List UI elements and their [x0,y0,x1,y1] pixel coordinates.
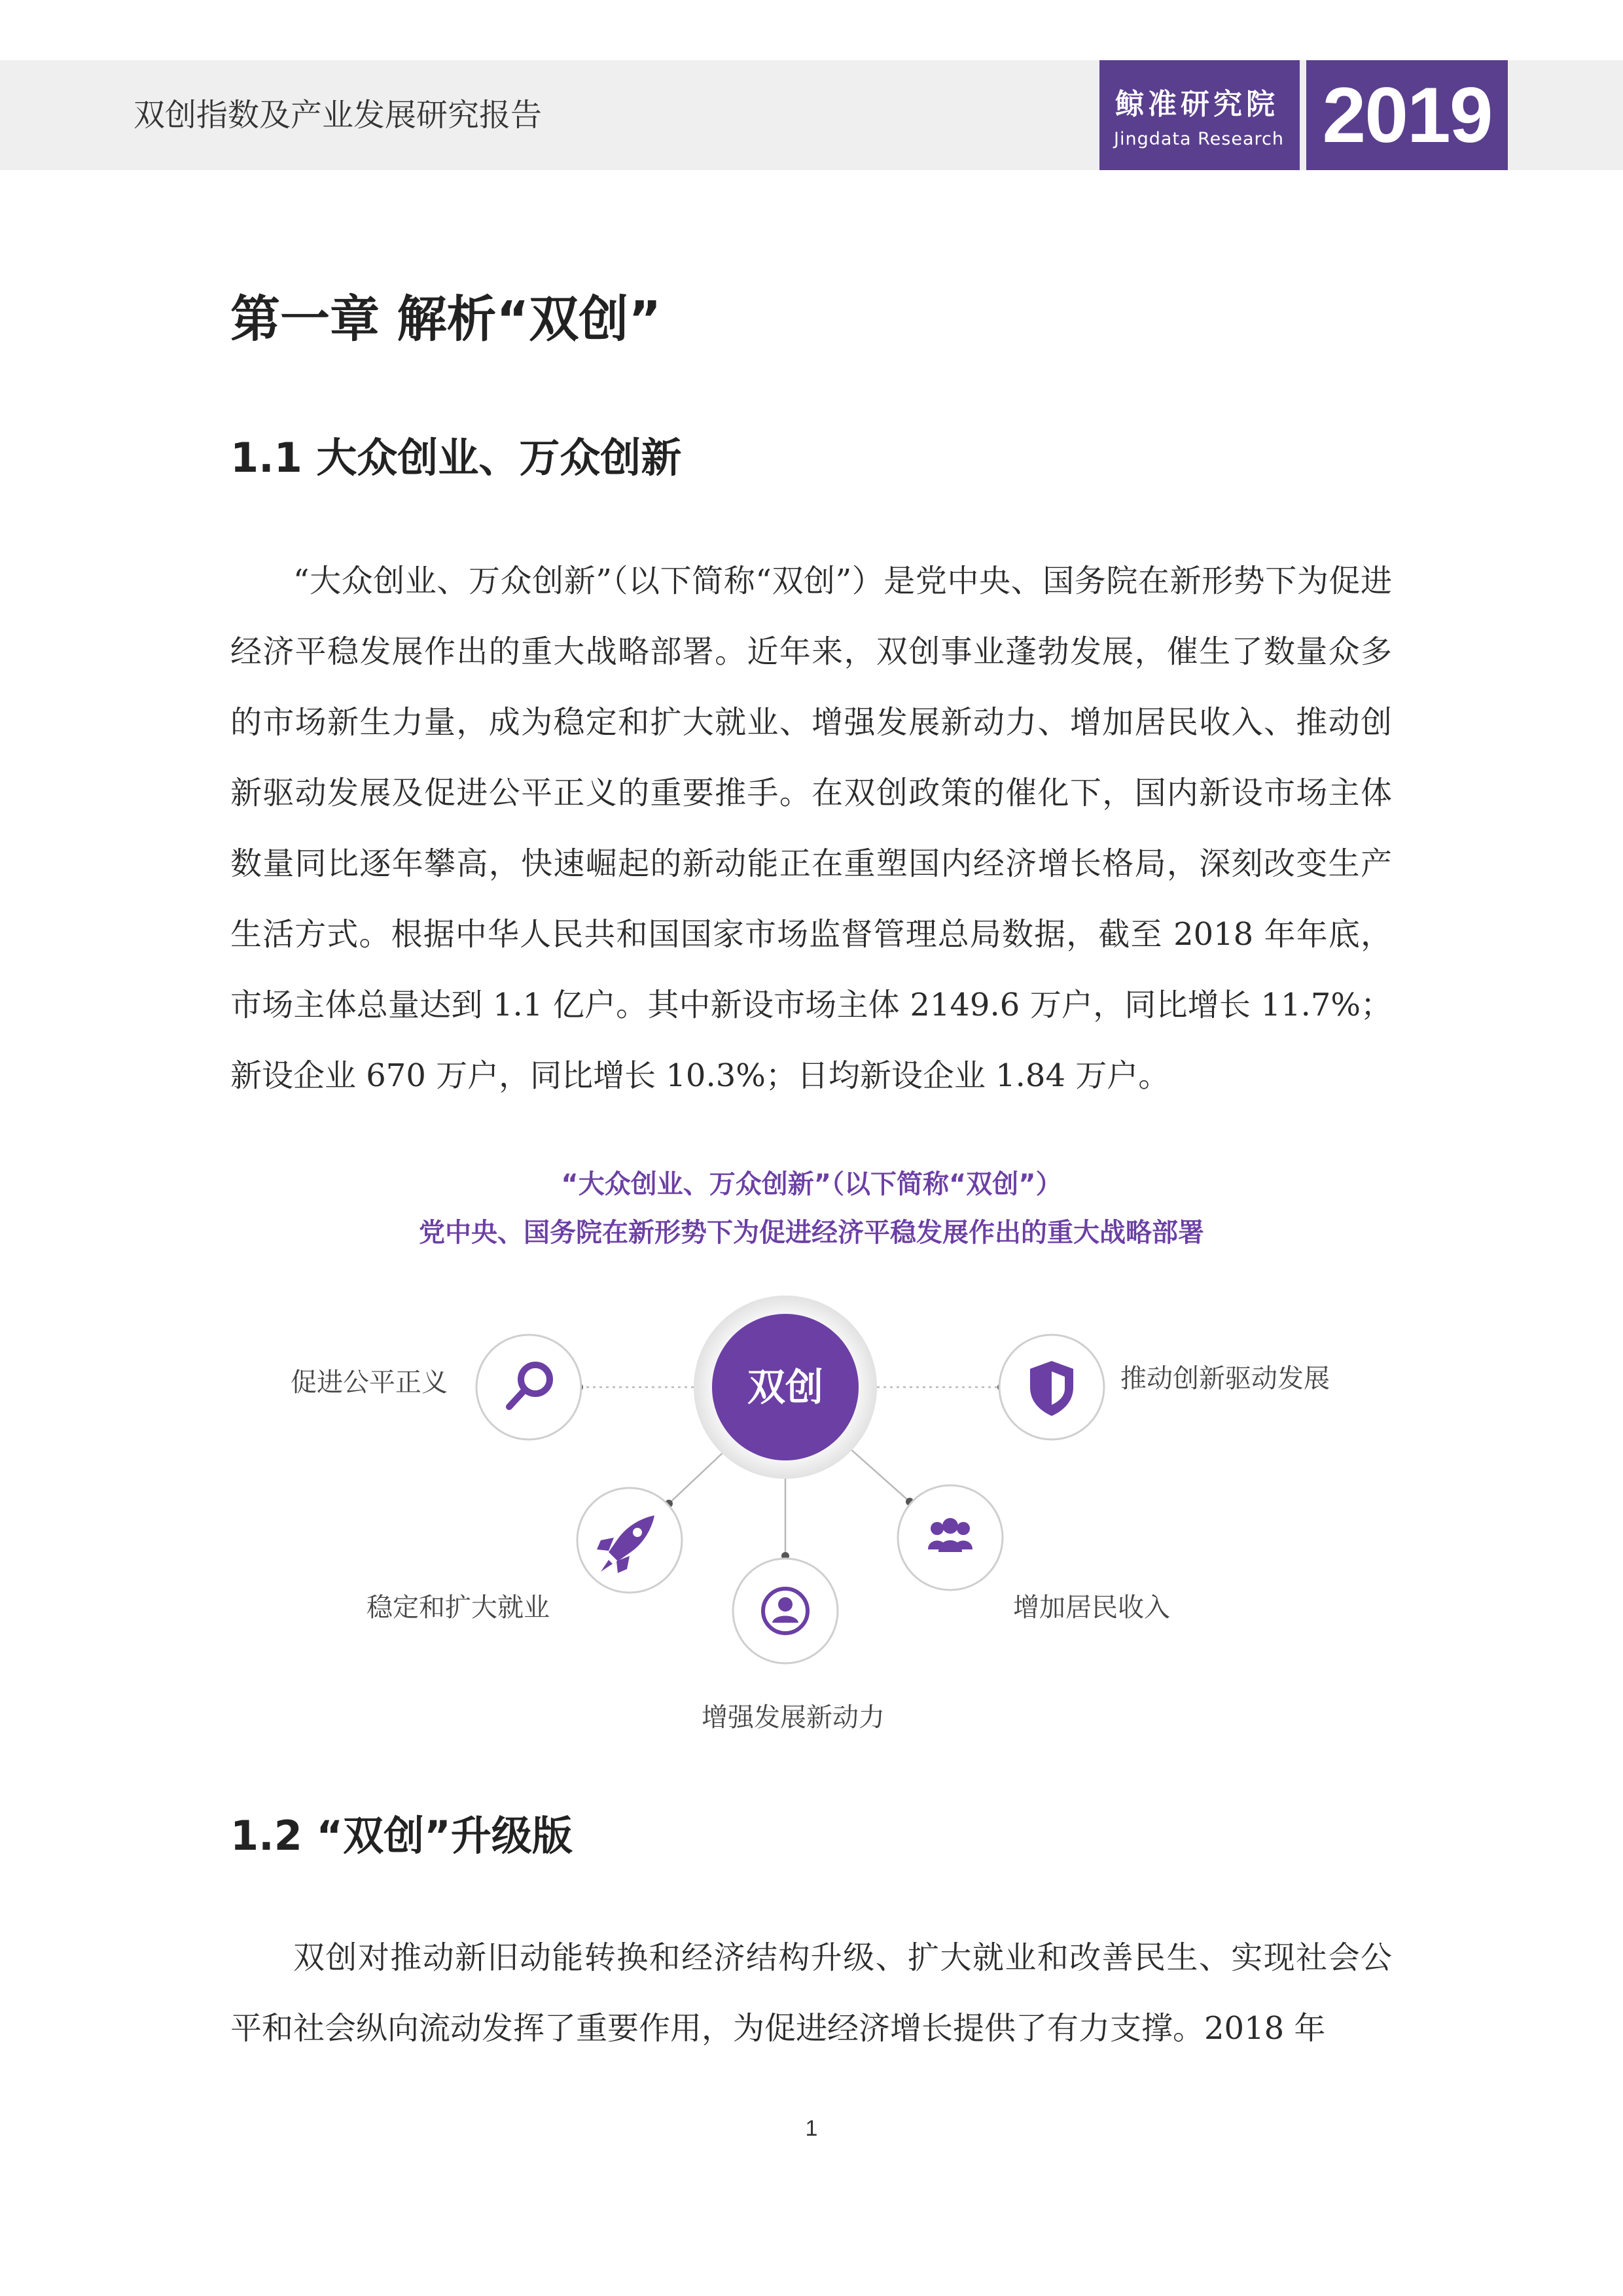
section-title-1-1: 1.1 大众创业、万众创新 [230,434,682,482]
node-label-innovation: 推动创新驱动发展 [1120,1364,1330,1394]
node-label-momentum: 增强发展新动力 [702,1703,885,1733]
node-label-fairness: 促进公平正义 [291,1368,448,1398]
brand-name-en: Jingdata Research [1114,129,1284,149]
brand-logo [1099,60,1300,170]
chapter-title: 第一章 解析“双创” [230,290,662,348]
center-label: 双创 [747,1365,824,1409]
brand-name-cn: 鲸准研究院 [1115,88,1279,121]
node-label-income: 增加居民收入 [1013,1593,1170,1623]
section-1-1-paragraph: “大众创业、万众创新”（以下简称“双创”）是党中央、国务院在新形势下为促进经济平稳发展作出的重大战略部署。近年来，双创事业蓬勃发展，催生了数量众多的市场新生力量，成为稳定和扩大就业、增强发展新动力、增加居民收入、推动创新驱动发展及促进公平正义的重要推手。在双创政策的催化下，国内新设市场主体数量同比逐年攀高，快速崛起的新动能正在重塑国内经济增长格局，深刻改变生产生活方式。根据中华人民共和国国家市场监督管理总局数据，截至 2018 年年底，市场主体总量达到 1.1 亿户。其中新设市场主体 2149.6 万户，同比增长 11.7%；新设企业 670 万户，同比增长 10.3%；日均新设企业 1.84 万户。 [230,563,1392,1094]
diagram-caption-line2: 党中央、国务院在新形势下为促进经济平稳发展作出的重大战略部署 [419,1218,1204,1248]
report-title: 双创指数及产业发展研究报告 [134,97,543,133]
section-1-2-paragraph: 双创对推动新旧动能转换和经济结构升级、扩大就业和改善民生、实现社会公平和社会纵向流动发挥了重要作用，为促进经济增长提供了有力支撑。2018 年 [230,1939,1392,2047]
section-title-1-2: 1.2 “双创”升级版 [230,1812,573,1860]
report-year: 2019 [1306,60,1508,170]
node-label-employment: 稳定和扩大就业 [366,1593,550,1623]
diagram-caption-line1: “大众创业、万众创新”（以下简称“双创”） [561,1169,1062,1199]
shuangchuang-diagram [0,1269,1623,1767]
node-circle-fairness [476,1335,581,1439]
page-number: 1 [805,2116,818,2141]
node-circle-income [898,1485,1003,1590]
